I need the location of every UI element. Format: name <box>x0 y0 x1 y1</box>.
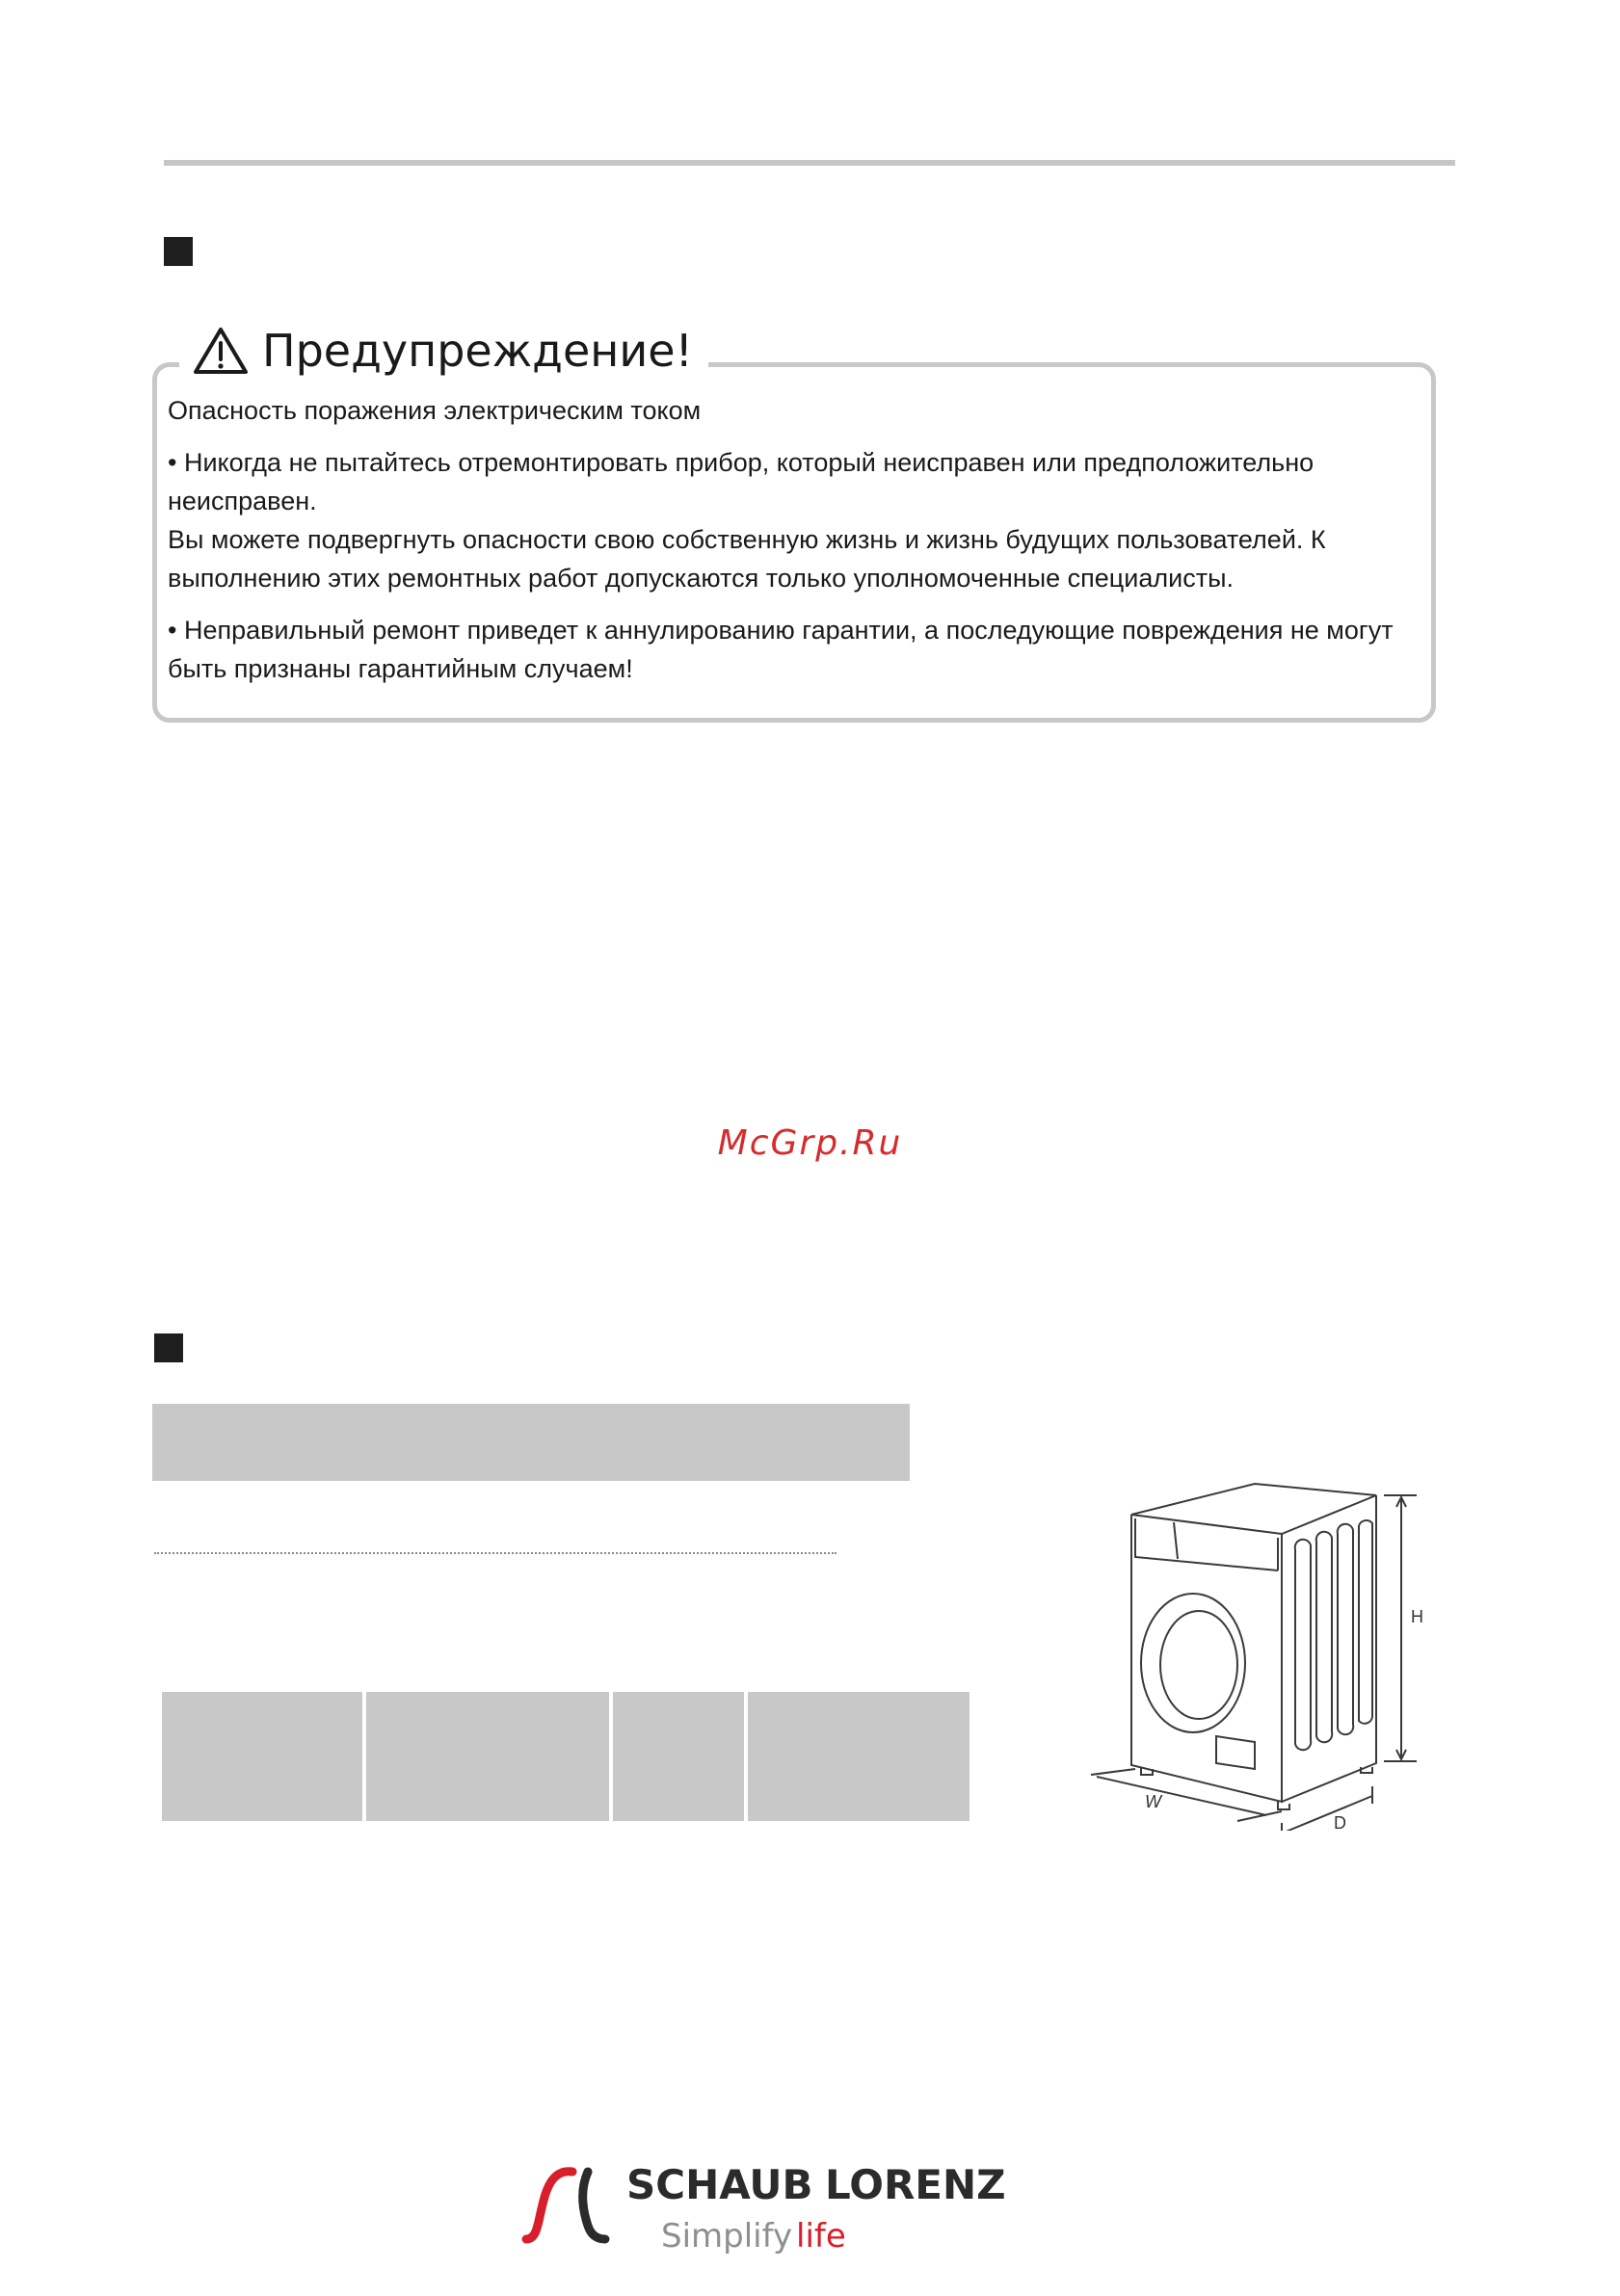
logo-name-part2: LORENZ <box>825 2161 1006 2208</box>
schaub-lorenz-logo <box>520 2151 1099 2256</box>
warning-text-line: быть признаны гарантийным случаем! <box>168 654 633 683</box>
logo-red-swoosh <box>526 2172 572 2239</box>
logo-dark-swoosh <box>583 2172 605 2239</box>
spec-table-header-cell <box>748 1692 969 1821</box>
warning-title: Предупреждение! <box>262 325 693 377</box>
spec-table-header-cell <box>366 1692 609 1821</box>
depth-label: D <box>1334 1813 1346 1831</box>
warning-subtitle: Опасность поражения электрическим током <box>168 396 702 425</box>
height-label: H <box>1411 1607 1423 1626</box>
warning-body <box>168 391 1411 688</box>
section-marker-2 <box>154 1333 183 1362</box>
logo-name-part1: SCHAUB <box>626 2161 813 2208</box>
dotted-divider <box>154 1552 837 1554</box>
warning-text-line: неисправен. <box>168 487 317 515</box>
section-marker-1 <box>164 237 193 266</box>
washing-machine-drawing <box>1131 1484 1376 1809</box>
dimension-lines <box>1091 1495 1417 1831</box>
warning-text-line: Вы можете подвергнуть опасности свою собственную жизнь и жизнь будущих пользователей. К <box>168 525 1326 554</box>
header-rule <box>164 160 1455 166</box>
warning-text-line: • Никогда не пытайтесь отремонтировать прибор, который неисправен или предположительно <box>168 448 1315 477</box>
warning-text-line: выполнению этих ремонтных работ допускаются только уполномоченные специалисты. <box>168 564 1234 593</box>
warning-triangle-icon <box>193 326 249 376</box>
logo-tagline-part1: Simplify <box>661 2217 793 2256</box>
warning-text-line: • Неправильный ремонт приведет к аннулированию гарантии, а последующие повреждения не могут <box>168 616 1394 645</box>
warning-header <box>179 316 708 385</box>
watermark: McGrp.Ru <box>717 1123 903 1163</box>
width-label: W <box>1145 1792 1161 1811</box>
spec-table-header-cell <box>162 1692 362 1821</box>
brand-logo <box>520 2151 1099 2261</box>
washing-machine-dimensions-diagram <box>1077 1465 1492 1831</box>
spec-table-header-cell <box>613 1692 744 1821</box>
spec-table <box>162 1692 969 1821</box>
logo-tagline-part2: life <box>796 2217 846 2256</box>
section-heading-band <box>152 1404 910 1481</box>
